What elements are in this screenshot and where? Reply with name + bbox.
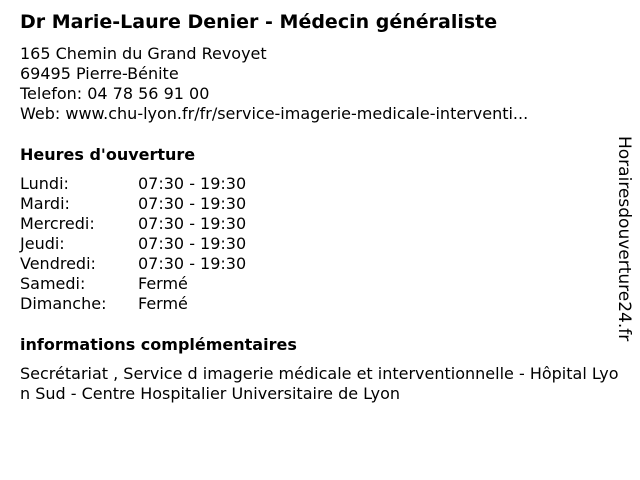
day-label: Lundi:	[20, 174, 69, 193]
listing-title: Dr Marie-Laure Denier - Médecin généraliste	[20, 11, 498, 33]
address-street: 165 Chemin du Grand Revoyet	[20, 44, 267, 63]
hours-row-sunday	[20, 294, 246, 314]
info-description: Secrétariat , Service d imagerie médicale et interventionnelle - Hôpital Lyon Sud - Centre Hospitalier Universitaire de Lyon	[20, 364, 619, 403]
day-label: Samedi:	[20, 274, 86, 293]
day-label: Jeudi:	[20, 234, 65, 253]
address-city: 69495 Pierre-Bénite	[20, 64, 179, 83]
time-value: 07:30 - 19:30	[138, 214, 247, 233]
time-value: 07:30 - 19:30	[138, 254, 247, 273]
website-link[interactable]: Web: www.chu-lyon.fr/fr/service-imagerie-medicale-interventi...	[20, 104, 529, 123]
hours-heading: Heures d'ouverture	[20, 145, 196, 164]
info-heading: informations complémentaires	[20, 335, 297, 354]
day-label: Vendredi:	[20, 254, 96, 273]
hours-row-saturday	[20, 274, 246, 294]
time-value: Fermé	[138, 294, 188, 313]
day-label: Mercredi:	[20, 214, 95, 233]
phone-number[interactable]: Telefon: 04 78 56 91 00	[20, 84, 210, 103]
time-value: 07:30 - 19:30	[138, 234, 247, 253]
opening-hours-table	[20, 174, 246, 314]
time-value: 07:30 - 19:30	[138, 194, 247, 213]
hours-row-monday	[20, 174, 246, 194]
hours-row-thursday	[20, 234, 246, 254]
time-value: 07:30 - 19:30	[138, 174, 247, 193]
hours-row-friday	[20, 254, 246, 274]
time-value: Fermé	[138, 274, 188, 293]
address-block	[20, 44, 528, 124]
day-label: Mardi:	[20, 194, 70, 213]
day-label: Dimanche:	[20, 294, 107, 313]
hours-row-tuesday	[20, 194, 246, 214]
site-watermark: Horairesdouverture24.fr	[614, 136, 634, 342]
hours-row-wednesday	[20, 214, 246, 234]
